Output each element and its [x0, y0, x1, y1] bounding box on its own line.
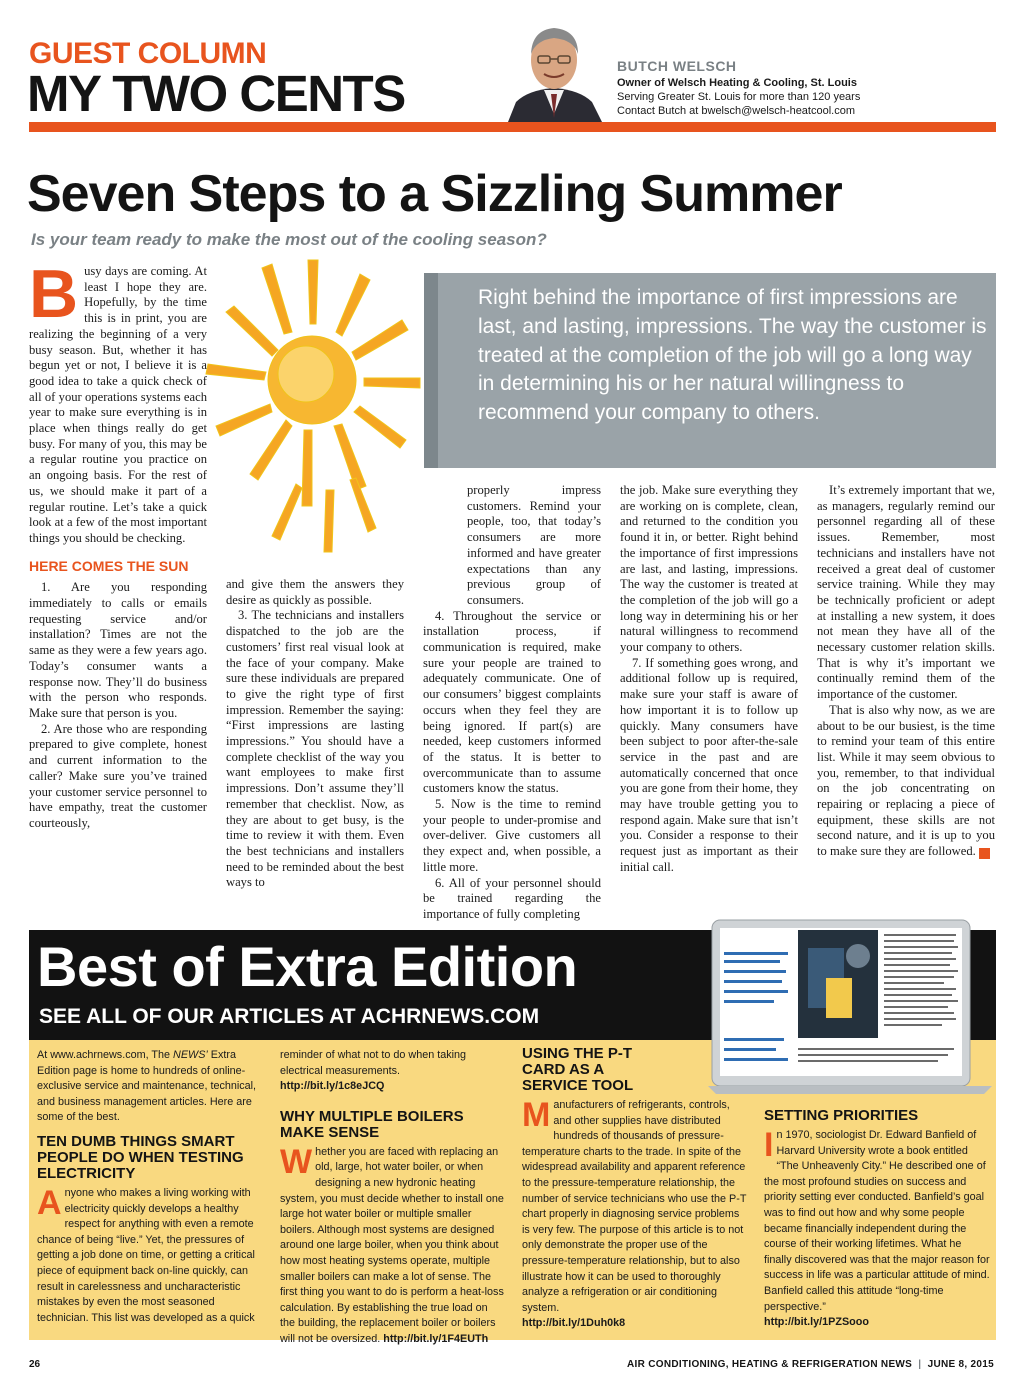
- publication-name: AIR CONDITIONING, HEATING & REFRIGERATION NEWS: [627, 1359, 913, 1370]
- promo-title: Best of Extra Edition: [37, 935, 578, 998]
- sun-illustration: [200, 240, 430, 560]
- promo-intro: At www.achrnews.com, The NEWS’ Extra Edition page is home to hundreds of online-exclusive service and maintenance, technical, and business management articles. Here are some of the best.: [37, 1049, 257, 1124]
- promo-article-heading: TEN DUMB THINGS SMART PEOPLE DO WHEN TESTING ELECTRICITY: [37, 1132, 244, 1182]
- article-paragraph: properly impress customers. Remind your people, too, that today’s consumers are more informed and have greater expectations than any previous group of consumers.: [467, 483, 601, 607]
- article-column-2: [226, 577, 404, 891]
- promo-article-body: nyone who makes a living working with electricity quickly develops a healthy respect for anything with even a remote chance of being “live.” Yet, the pressures of getting a job done on time, or getting a critical piece of equipment back on-line quickly, can result in carelessness and uncharacteristic mistakes by even the most seasoned technician. This list was developed as a quick: [37, 1186, 255, 1324]
- article-column-1: [29, 256, 207, 832]
- laptop-illustration: [708, 918, 992, 1094]
- promo-dropcap: I: [764, 1126, 774, 1164]
- article-dropcap: B: [29, 256, 79, 332]
- article-paragraph: 6. All of your personnel should be trained regarding the importance of fully completing: [423, 875, 601, 921]
- author-title: Owner of Welsch Heating & Cooling, St. Louis: [617, 77, 857, 89]
- article-intro: usy days are coming. At least I hope they are. Hopefully, by the time this is in print, you are realizing the beginning of a very busy season. But, whether it has begun yet or not, I believe it is a good idea to take a quick check of all of your operations systems each year to make sure everything is in place when things really do get busy. For many of you, this may be a regular routine you practice on an ongoing basis. For the rest of us, we should make it part of a regular routine. Let’s take a quick look at a few of the most important things you should be checking.: [29, 264, 207, 545]
- promo-article-body: anufacturers of refrigerants, controls, and other supplies have distributed hundreds of thousands of pressure-temperature charts to the trade. In spite of the widespread availability and apparent reference to the pressure-temperature relationship, the number of service technicians who use the P-T chart properly in diagnosing service problems is very few. The purpose of this article is to not only demonstrate the proper use of the pressure-temperature relationship, but to also illustrate how it can be used to thoroughly analyze a refrigeration or air conditioning system.: [522, 1099, 747, 1314]
- column-kicker: GUEST COLUMN: [29, 37, 267, 70]
- promo-article-body: hether you are faced with replacing an old, large, hot water boiler, or when designing a new hydronic heating system, you must decide whether to install one large hot water boiler or multiple smaller boilers. Although most systems are designed around one large boiler, when you think about how most heating systems operate, multiple smaller boilers can make a lot of sense. The first thing you want to do is perform a heat-loss calculation. By establishing the true load on the building, the replacement boiler or boilers will not be oversized.: [280, 1145, 504, 1345]
- promo-column-3: [522, 1038, 747, 1332]
- article-column-4: [620, 483, 798, 876]
- article-column-5: [817, 483, 998, 860]
- promo-article-heading: USING THE P-T CARD AS A SERVICE TOOL: [522, 1045, 634, 1094]
- article-paragraph: the job. Make sure everything they are working on is complete, clean, and returned to the condition you found it in, or better. Right behind the importance of first impressions are last, and lasting, impressions. The way the customer is treated at the completion of the job will go a long way in determining his or her natural willingness to recommend your company to others.: [620, 483, 798, 655]
- article-paragraph: 3. The technicians and installers dispatched to the job are the customers’ first real visual look at the face of your company. Make sure these individuals are prepared to give the right type of first impression. Remember the saying: “First impressions are lasting impressions.” You should have a complete checklist of the way you want employees to make first impressions. Don’t assume they’ll remember that checklist. Now, as they are about to get busy, is the time to review it with them. Even the best technicians and installers need to be reminded about the best ways to: [226, 608, 404, 890]
- article-subhead: HERE COMES THE SUN: [29, 557, 189, 574]
- promo-article-link[interactable]: http://bit.ly/1PZSooo: [764, 1316, 869, 1329]
- author-name: BUTCH WELSCH: [617, 58, 737, 74]
- promo-column-2: [280, 1048, 505, 1348]
- promo-subtitle: SEE ALL OF OUR ARTICLES AT ACHRNEWS.COM: [39, 1005, 540, 1028]
- article-deck: Is your team ready to make the most out of the cooling season?: [31, 230, 547, 249]
- article-paragraph: 2. Are those who are responding prepared to give complete, honest and current information to the caller? Make sure you’ve trained your customer service personnel to have empathy, treat the customer courteously,: [29, 721, 207, 830]
- author-tagline: Serving Greater St. Louis for more than 120 years: [617, 91, 861, 103]
- footer-separator: |: [915, 1359, 925, 1370]
- author-contact: Contact Butch at bwelsch@welsch-heatcool.com: [617, 105, 855, 117]
- article-paragraph: 7. If something goes wrong, and additional follow up is required, make sure your staff is aware of how important it is to follow up quickly. Many consumers have been subject to poor after-the-sale service in the past and are automatically concerned that once you are gone from their home, they may have trouble getting you to respond again. Make sure that isn’t you. Consider a response to their request just as important as their initial call.: [620, 655, 799, 874]
- promo-article-link[interactable]: http://bit.ly/1F4EUTh: [383, 1332, 489, 1345]
- publication-date: JUNE 8, 2015: [927, 1359, 994, 1370]
- promo-article-heading: WHY MULTIPLE BOILERS MAKE SENSE: [280, 1107, 464, 1141]
- author-photo: [498, 18, 610, 122]
- pullquote-text: Right behind the importance of first impressions are last, and lasting, impressions. The way the customer is treated at the completion of the job will go a long way in determining his or her natural willingness to recommend your company to others.: [478, 286, 987, 425]
- promo-article-heading: SETTING PRIORITIES: [764, 1107, 919, 1124]
- promo-dropcap: M: [522, 1096, 551, 1134]
- article-paragraph: It’s extremely important that we, as managers, regularly remind our personnel regarding all of these issues. Remember, most technicians and installers have not received a great deal of customer service training. While they may be technically proficient or adept at installing a new system, it does not mean they have all of the necessary customer relation skills. That is why it’s important we continually remind them of the importance of the customer.: [817, 483, 995, 702]
- promo-article-link[interactable]: http://bit.ly/1c8eJCQ: [280, 1080, 385, 1093]
- end-mark-icon: N: [979, 848, 990, 859]
- promo-article-body: reminder of what not to do when taking electrical measurements.: [280, 1049, 467, 1077]
- promo-article-body: n 1970, sociologist Dr. Edward Banfield of Harvard University wrote a book entitled “The Unheavenly City.” He described one of the most profound studies on success and priority setting ever conducted. Banfield’s goal was to find out how and why some people became financially independent during the course of their working lifetimes. What he finally discovered was that the major reason for success in life was a particular attitude of mind. Banfield called this attitude “long-time perspective.”: [764, 1129, 990, 1313]
- article-paragraph: 5. Now is the time to remind your people to under-promise and over-deliver. Give customers all they expect and, when possible, a little more.: [423, 797, 601, 874]
- column-name: MY TWO CENTS: [27, 65, 405, 122]
- article-column-3: [423, 483, 601, 923]
- promo-column-4: [764, 1100, 990, 1331]
- article-paragraph: and give them the answers they desire as quickly as possible.: [226, 577, 404, 607]
- promo-column-1: [37, 1048, 262, 1326]
- page-number: 26: [29, 1359, 41, 1370]
- article-paragraph: 1. Are you responding immediately to calls or emails requesting service and/or installation? Times are not the same as they were a few years ago. Today’s consumer wants a response now. They’ll do business with the person who responds. Make sure that person is you.: [29, 580, 207, 720]
- article-paragraph: 4. Throughout the service or installation process, if communication is required, make sure your people are trained to adequately communicate. One of our consumers’ biggest complaints occurs when they feel they are being ignored. If part(s) are needed, keep customers informed of the status. It is better to overcommunicate than to assume customers know the status.: [423, 608, 601, 796]
- header-rule: [29, 122, 996, 132]
- publication-footer: [627, 1359, 994, 1370]
- article-headline: Seven Steps to a Sizzling Summer: [27, 165, 842, 223]
- promo-article-link[interactable]: http://bit.ly/1Duh0k8: [522, 1317, 626, 1330]
- promo-dropcap: W: [280, 1142, 313, 1181]
- article-paragraph: That is also why now, as we are about to be our busiest, is the time to remind your team of this entire list. While it may seem obvious to you, remember, to that individual on the job concentrating on repairing or replacing a piece of equipment, these skills are not second nature, and it is up to you to make sure they are followed.: [817, 702, 995, 859]
- promo-dropcap: A: [37, 1183, 62, 1222]
